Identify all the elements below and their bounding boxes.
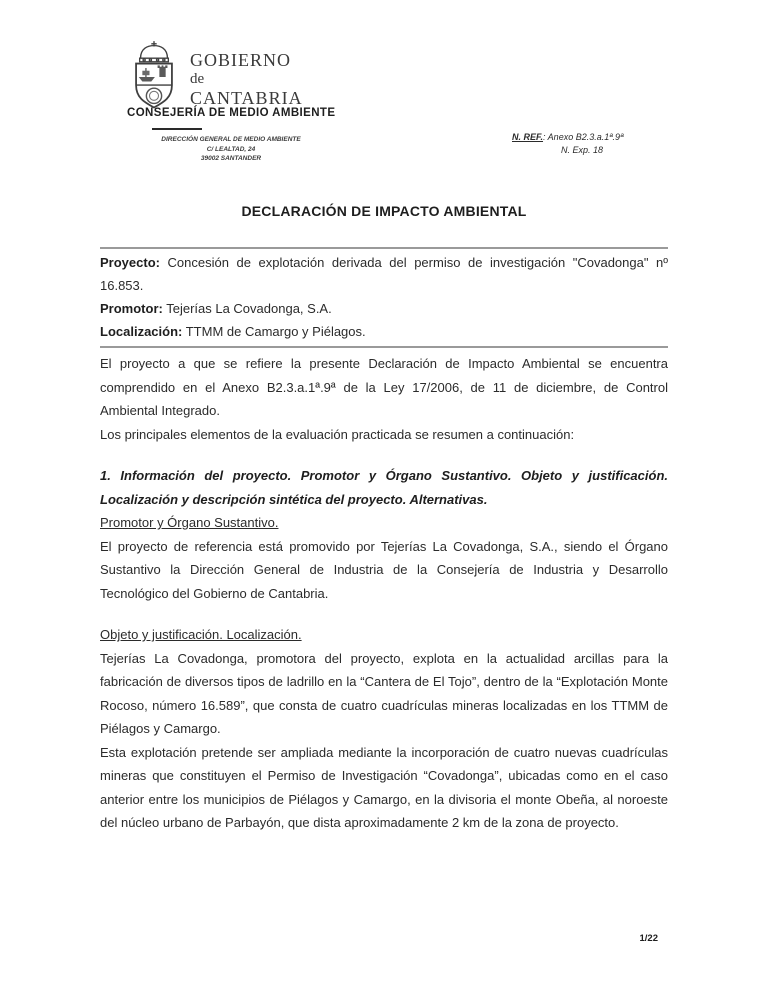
promoter-value: Tejerías La Covadonga, S.A. <box>162 301 332 316</box>
location-line <box>100 320 668 343</box>
address-line: 39002 SANTANDER <box>200 155 262 162</box>
project-label: Proyecto: <box>100 255 160 270</box>
government-name-line: CANTABRIA <box>190 88 303 108</box>
coat-of-arms-icon <box>128 38 180 116</box>
expediente-number: N. Exp. 18 <box>560 145 604 155</box>
body-paragraph: Tejerías La Covadonga, promotora del proyecto, explota en la actualidad arcillas para la fabricación de diversos tipos de ladrillo en la “Cantera de El Tojo”, dentro de la “Explotación Monte Rocoso, número 16.589”, que consta de cuatro cuadrículas mineras localizadas en los TTMM de Piélagos y Camargo. <box>100 650 668 736</box>
header-divider-line <box>152 128 202 130</box>
location-value: TTMM de Camargo y Piélagos. <box>182 324 366 339</box>
subsection-heading-promotor: Promotor y Órgano Sustantivo. <box>100 515 279 530</box>
government-name-line: GOBIERNO <box>190 50 291 70</box>
promoter-line <box>100 297 668 320</box>
reference-line <box>512 131 652 144</box>
address-line: DIRECCIÓN GENERAL DE MEDIO AMBIENTE <box>161 136 301 143</box>
location-label: Localización: <box>100 324 183 339</box>
promoter-label: Promotor: <box>100 301 163 316</box>
document-title: DECLARACIÓN DE IMPACTO AMBIENTAL <box>241 203 527 219</box>
subsection-heading-objeto: Objeto y justificación. Localización. <box>100 627 302 642</box>
department-name: CONSEJERÍA DE MEDIO AMBIENTE <box>127 107 336 119</box>
body-paragraph: El proyecto de referencia está promovido por Tejerías La Covadonga, S.A., siendo el Órgano Sustantivo la Dirección General de Industria de la Consejería de Industria y Desarrollo Tecnológico del Gobierno de Cantabria. <box>100 538 668 601</box>
sub-department-address <box>145 135 317 164</box>
reference-label: N. REF. <box>512 132 544 142</box>
project-value: Concesión de explotación derivada del permiso de investigación "Covadonga" nº 16.853. <box>100 255 668 293</box>
government-name-line: de <box>190 71 205 87</box>
intro-paragraph: El proyecto a que se refiere la presente Declaración de Impacto Ambiental se encuentra comprendido en el Anexo B2.3.a.1ª.9ª de la Ley 17/2006, de 11 de diciembre, de Control Ambiental Integrado. <box>100 356 668 418</box>
government-name <box>190 38 303 108</box>
header-logo-block <box>128 38 303 116</box>
project-summary-box <box>100 247 668 348</box>
intro-paragraph: Los principales elementos de la evaluación practicada se resumen a continuación: <box>100 426 575 442</box>
body-paragraph: Esta explotación pretende ser ampliada mediante la incorporación de cuatro nuevas cuadrículas mineras que constituyen el Permiso de Investigación “Covadonga”, ubicadas como en el caso anterior entre los municipios de Piélagos y Camargo, en la divisoria el monte Obeña, al noroeste del núcleo urbano de Parbayón, que dista aproximadamente 2 km de la zona de proyecto. <box>100 744 668 830</box>
reference-block <box>512 131 652 157</box>
reference-value: : Anexo B2.3.a.1ª.9ª <box>543 132 624 142</box>
section-1-heading: 1. Información del proyecto. Promotor y Órgano Sustantivo. Objeto y justificación. Localización y descripción sintética del proyecto. Alternativas. <box>100 468 668 507</box>
document-body <box>100 352 668 835</box>
project-line <box>100 251 668 297</box>
page-number: 1/22 <box>639 933 658 944</box>
address-line: C/ LEALTAD, 24 <box>206 145 256 153</box>
